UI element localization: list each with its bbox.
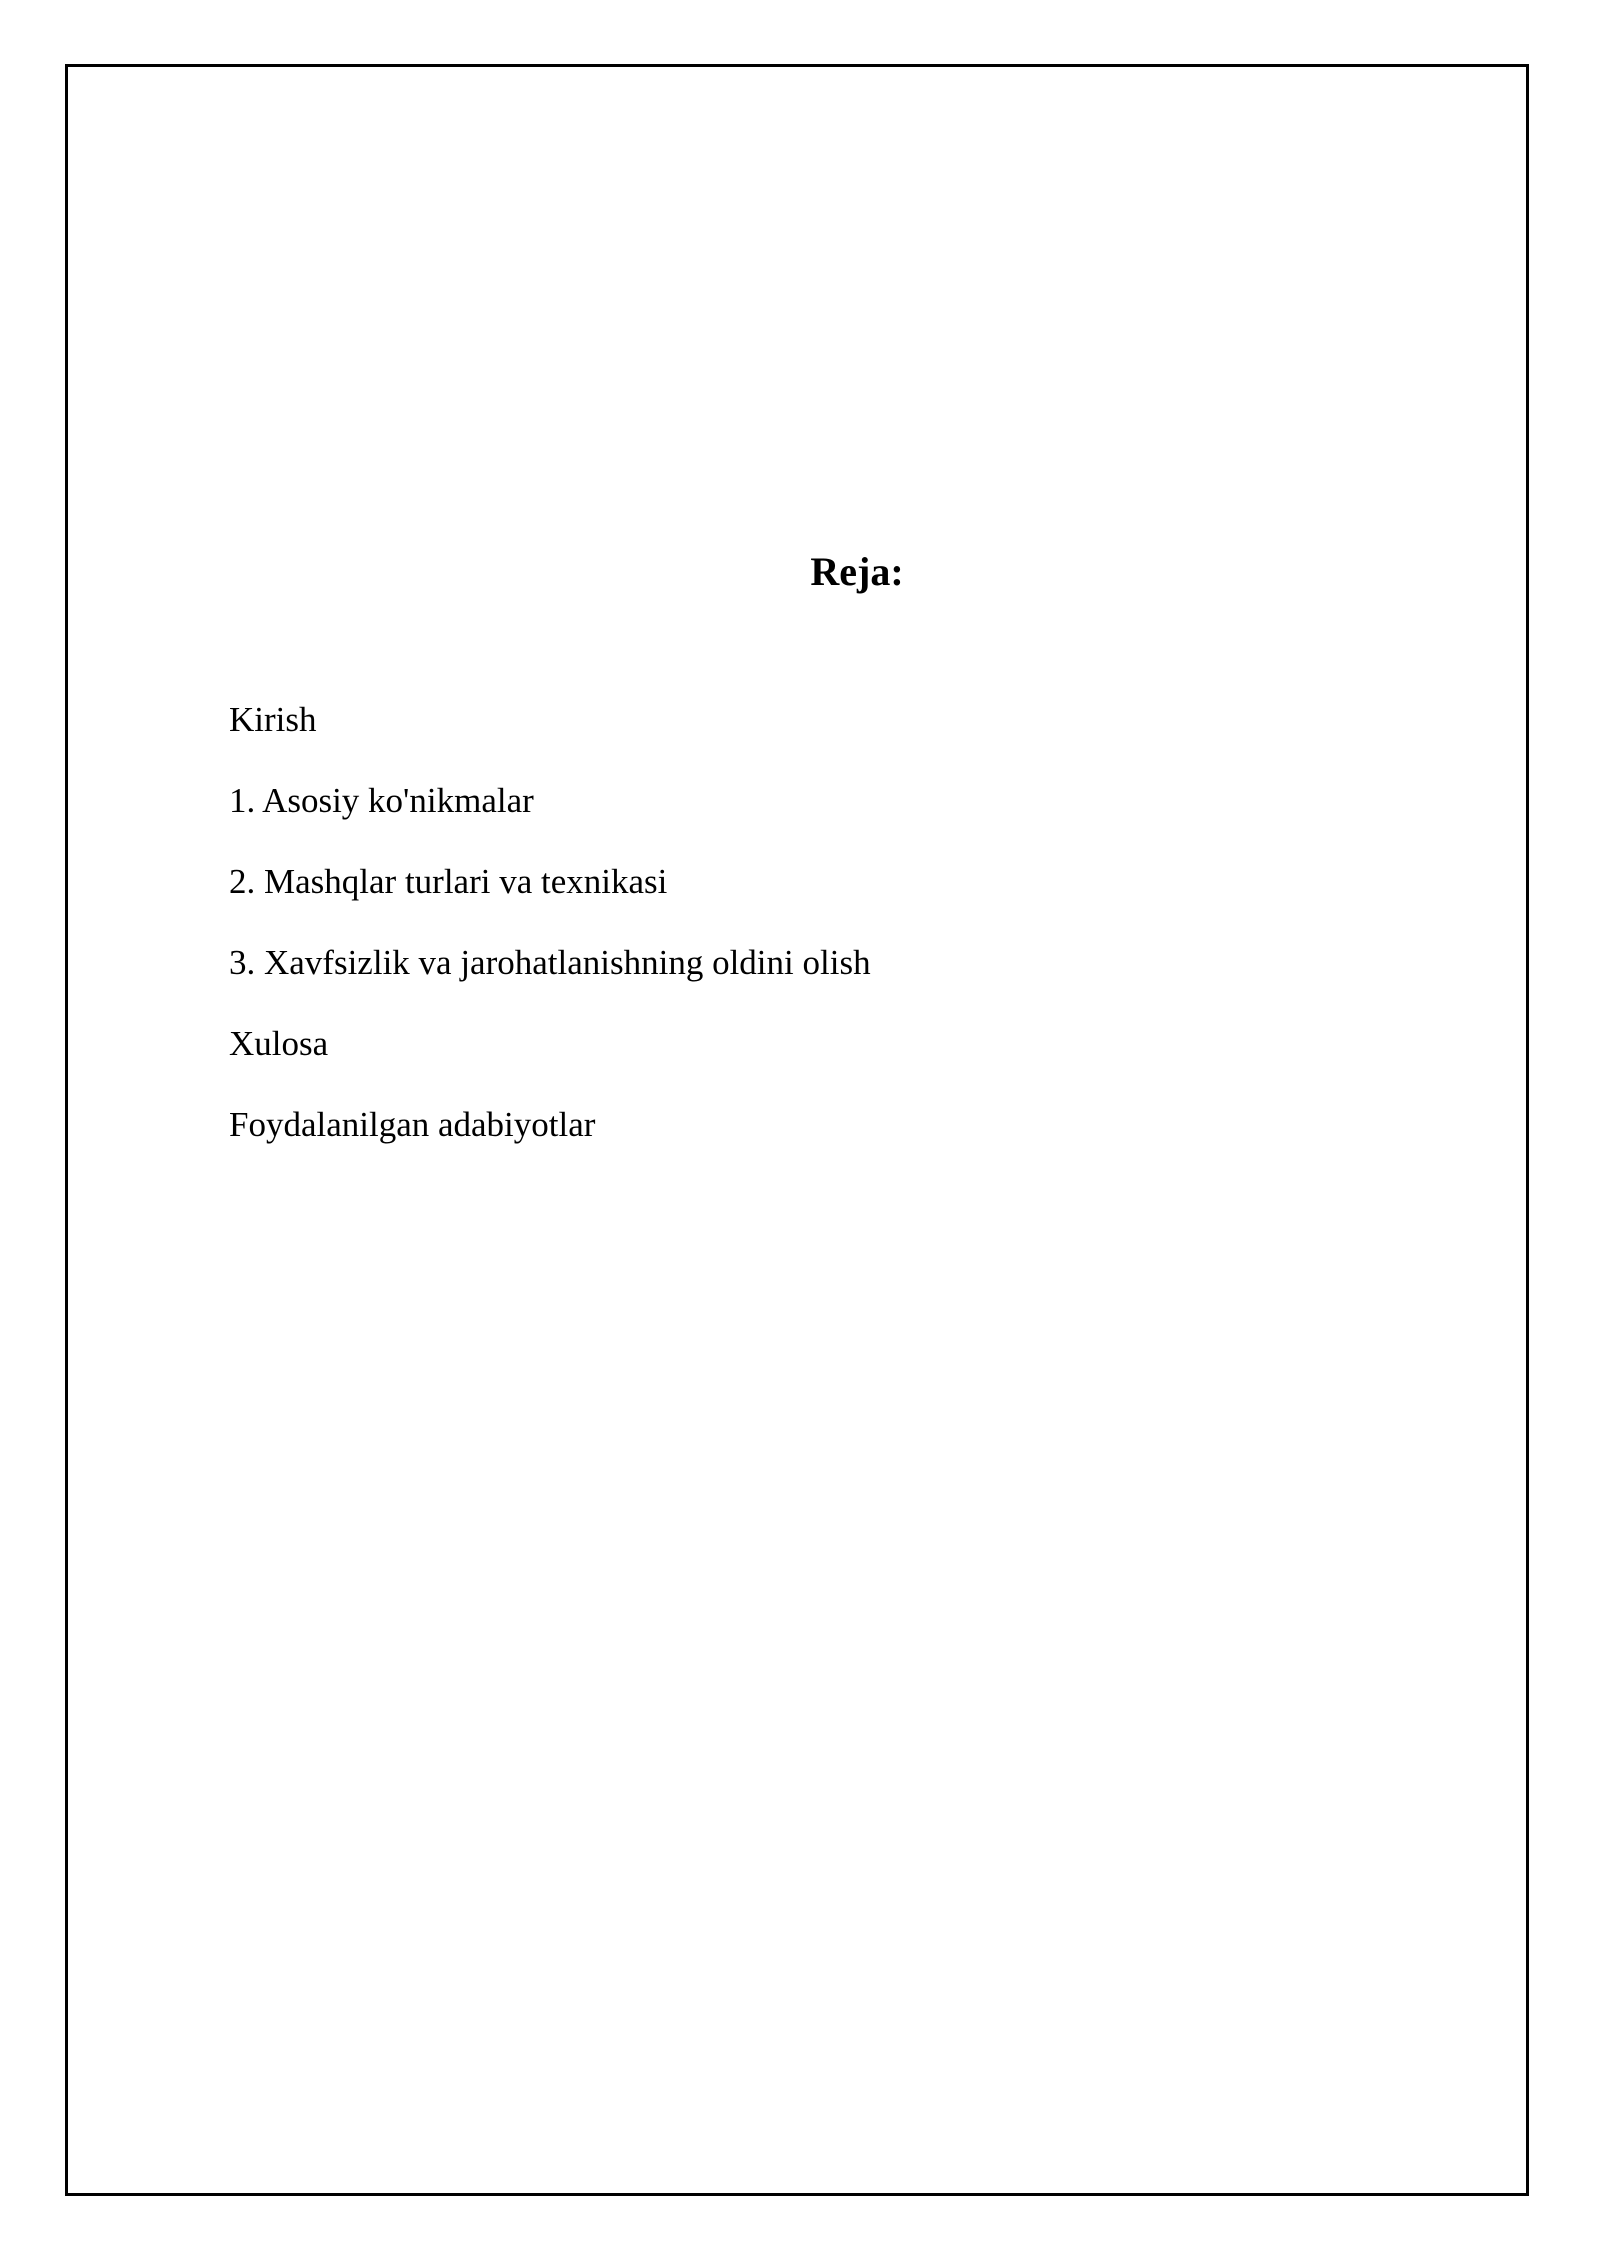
- toc-item-conclusion: Xulosa: [229, 1024, 329, 1063]
- toc-item-safety: 3. Xavfsizlik va jarohatlanishning oldini olish: [229, 943, 871, 982]
- toc-item-basic-skills: 1. Asosiy ko'nikmalar: [229, 781, 534, 820]
- toc-item-introduction: Kirish: [229, 700, 317, 739]
- table-of-contents: [229, 700, 871, 1186]
- page-title: Reja:: [810, 549, 904, 594]
- toc-item-references: Foydalanilgan adabiyotlar: [229, 1105, 596, 1144]
- toc-item-exercise-types: 2. Mashqlar turlari va texnikasi: [229, 862, 668, 901]
